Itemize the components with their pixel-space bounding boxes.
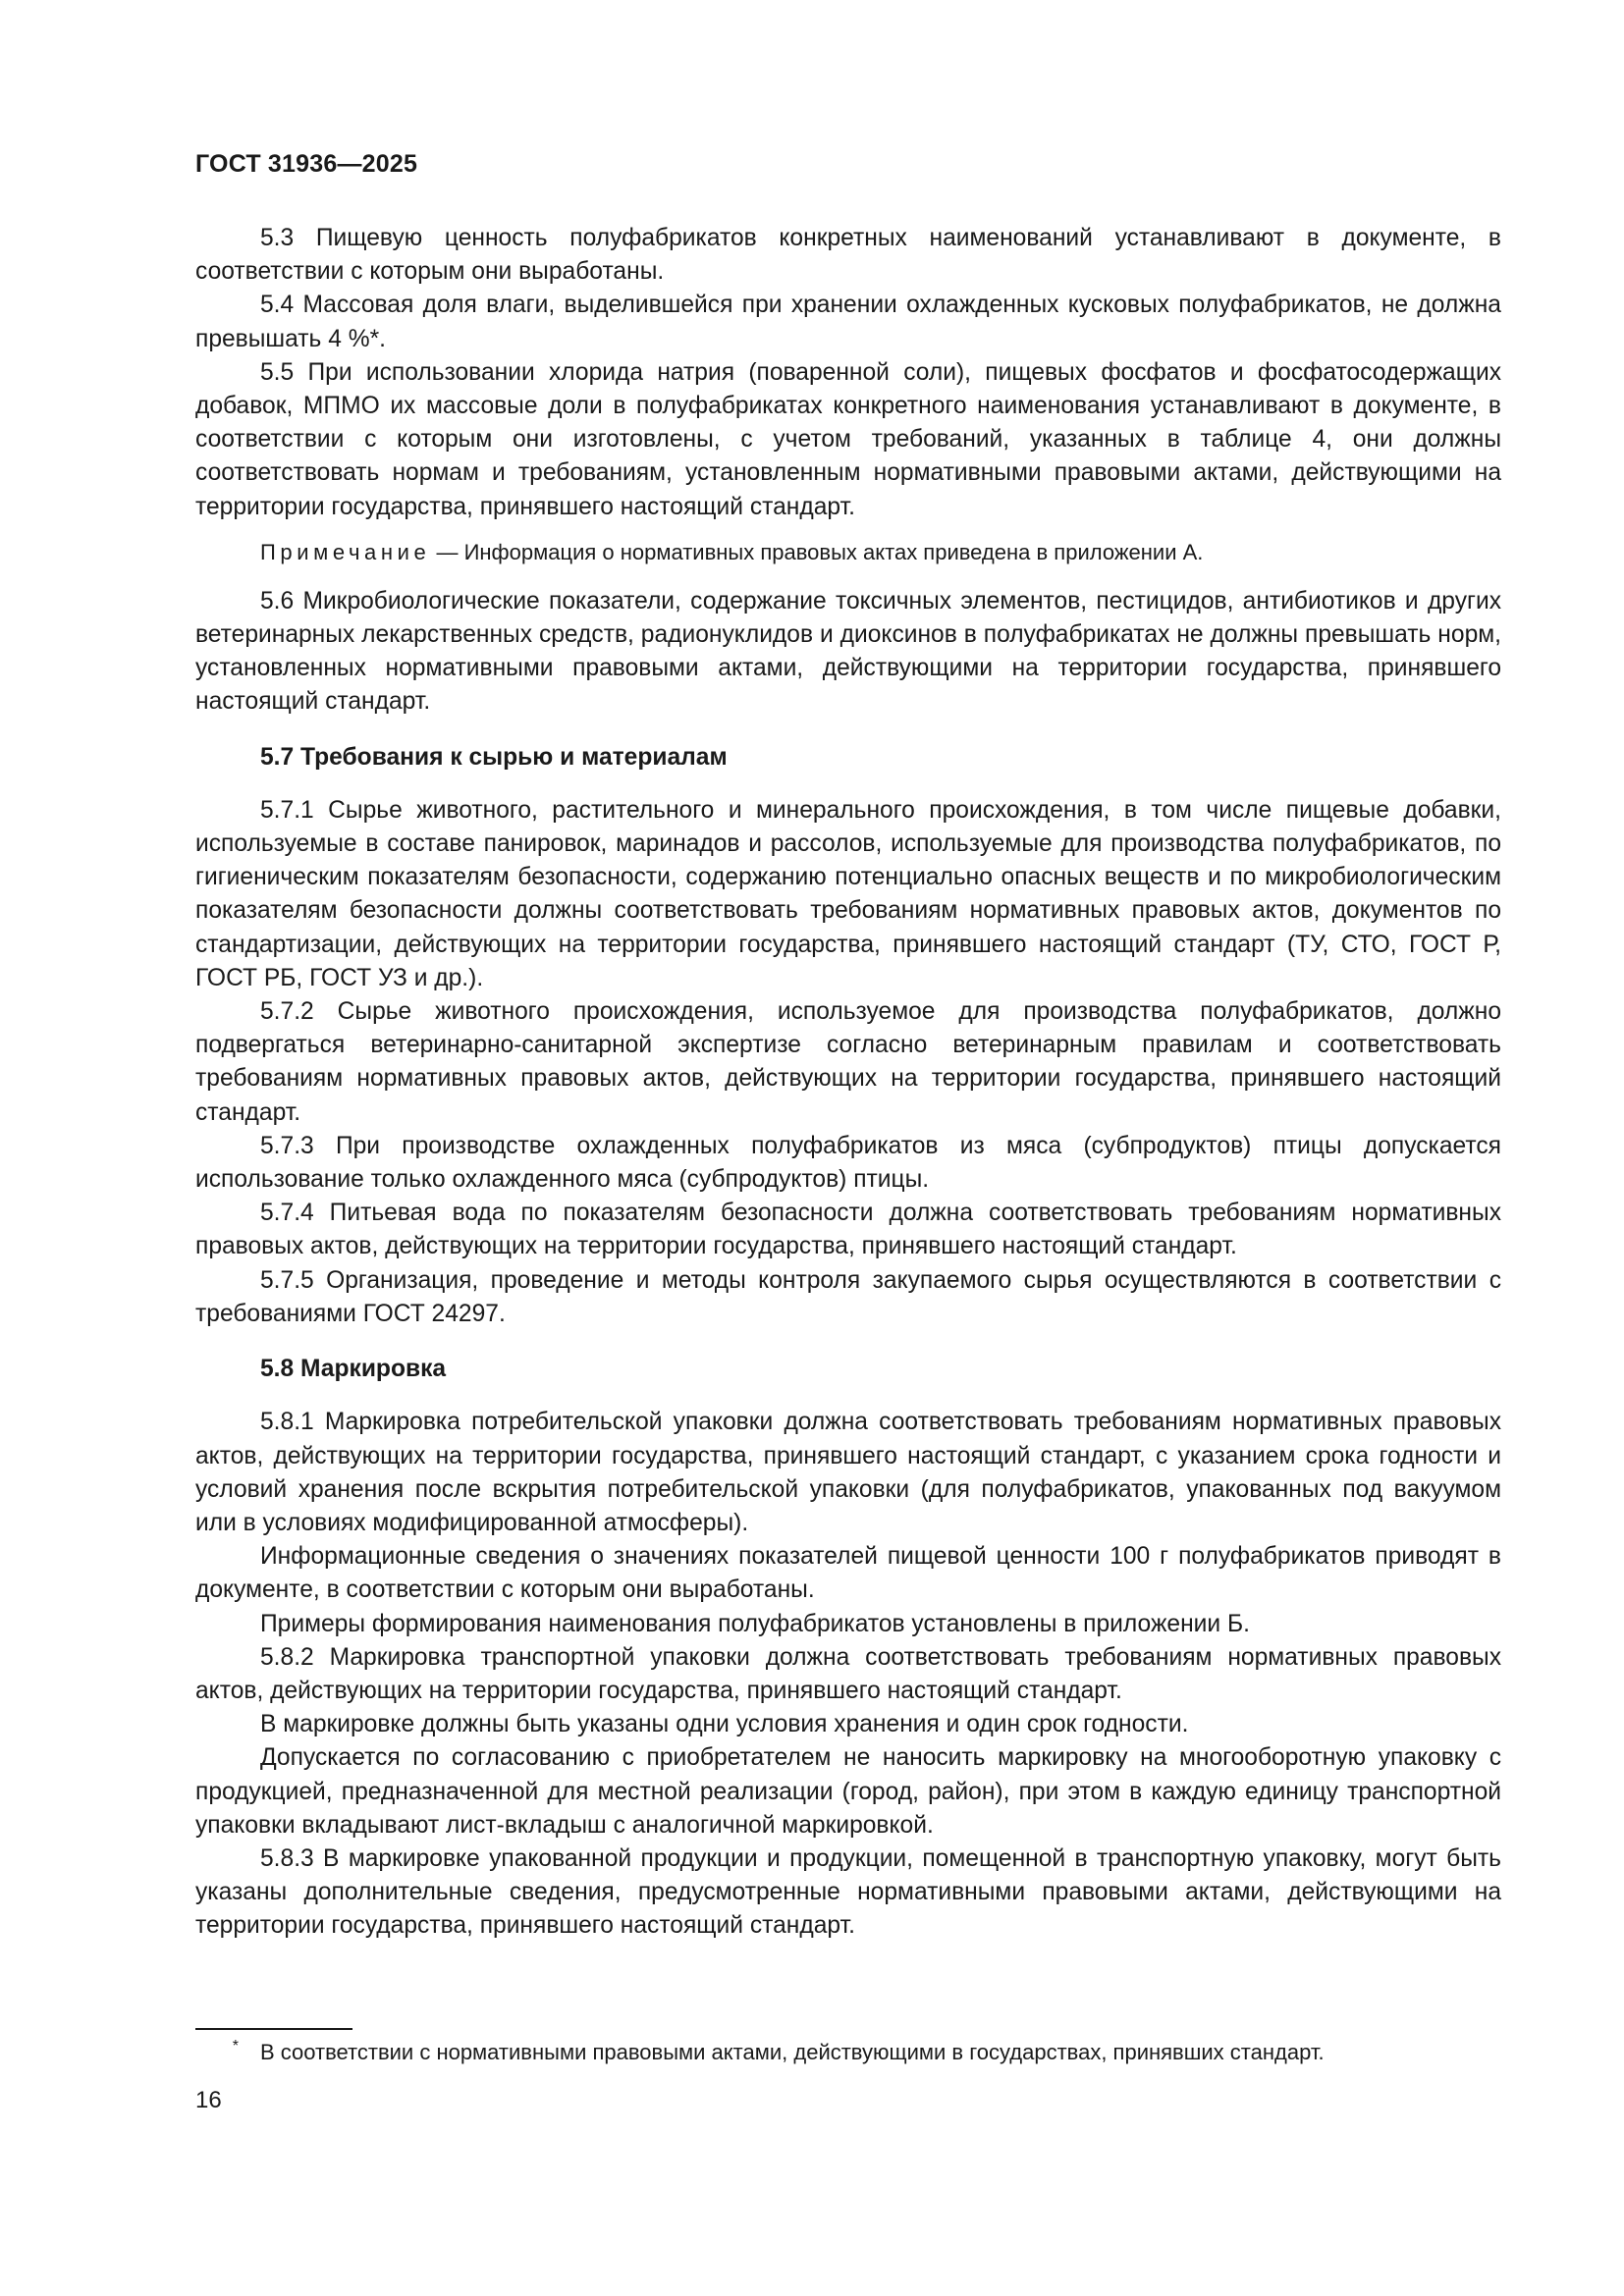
paragraph-5-8-2-storage: В маркировке должны быть указаны одни условия хранения и один срок годности. [260, 1711, 1189, 1738]
footnote [195, 2038, 1501, 2067]
footnote-text: В соответствии с нормативными правовыми актами, действующими в государствах, принявших стандарт. [260, 2040, 1325, 2064]
paragraph-5-8-1-info: Информационные сведения о значениях показателей пищевой ценности 100 г полуфабрикатов приводят в документе, в соответствии с которым они выработаны. [195, 1543, 1501, 1604]
paragraph-5-7-2: 5.7.2 Сырье животного происхождения, используемое для производства полуфабрикатов, должно подвергаться ветеринарно-санитарной экспертизе согласно ветеринарным правилам и соответствовать требованиям нормативных правовых актов, действующих на территории государства, принявшего настоящий стандарт. [195, 998, 1501, 1126]
note-label: Примечание [260, 539, 431, 564]
paragraph-5-7-3: 5.7.3 При производстве охлажденных полуфабрикатов из мяса (субпродуктов) птицы допускается использование только охлажденного мяса (субпродуктов) птицы. [195, 1132, 1501, 1194]
paragraph-5-5: 5.5 При использовании хлорида натрия (поваренной соли), пищевых фосфатов и фосфатосодержащих добавок, МПМО их массовые доли в полуфабрикатах конкретного наименования устанавливают в документе, в соответствии с которым они изготовлены, с учетом требований, указанных в таблице 4, они должны соответствовать нормам и требованиям, установленным нормативными правовыми актами, действующими на территории государства, принявшего настоящий стандарт. [195, 358, 1501, 520]
paragraph-5-8-1: 5.8.1 Маркировка потребительской упаковки должна соответствовать требованиям нормативных правовых актов, действующих на территории государства, принявшего настоящий стандарт, с указанием срока годности и условий хранения после вскрытия потребительской упаковки (для полуфабрикатов, упакованных под вакуумом или в условиях модифицированной атмосферы). [195, 1409, 1501, 1536]
paragraph-5-7-1: 5.7.1 Сырье животного, растительного и минерального происхождения, в том числе пищевые добавки, используемые в составе панировок, маринадов и рассолов, используемые для производства полуфабрикатов, по гигиеническим показателям безопасности, содержанию потенциально опасных веществ и по микробиологическим показателям безопасности должны соответствовать требованиям нормативных правовых актов, документов по стандартизации, действующих на территории государства, принявшего настоящий стандарт (ТУ, СТО, ГОСТ Р, ГОСТ РБ, ГОСТ УЗ и др.). [195, 796, 1501, 991]
document-header: ГОСТ 31936—2025 [195, 150, 418, 178]
footnote-marker: * [232, 2038, 239, 2055]
paragraph-5-8-3: 5.8.3 В маркировке упакованной продукции и продукции, помещенной в транспортную упаковку, могут быть указаны дополнительные сведения, предусмотренные нормативными правовыми актами, действующими на территории государства, принявшего настоящий стандарт. [195, 1844, 1501, 1940]
paragraph-5-4: 5.4 Массовая доля влаги, выделившейся при хранении охлажденных кусковых полуфабрикатов, не должна превышать 4 %*. [195, 292, 1501, 352]
page-number: 16 [195, 2087, 222, 2113]
section-heading-5-8: 5.8 Маркировка [260, 1356, 447, 1383]
paragraph-5-7-5: 5.7.5 Организация, проведение и методы контроля закупаемого сырья осуществляются в соответствии с требованиями ГОСТ 24297. [195, 1266, 1501, 1327]
document-body [195, 222, 1501, 1944]
paragraph-5-3: 5.3 Пищевую ценность полуфабрикатов конкретных наименований устанавливают в документе, в соответствии с которым они выработаны. [195, 225, 1501, 286]
section-heading-5-7: 5.7 Требования к сырью и материалам [260, 743, 728, 771]
paragraph-5-8-2-permission: Допускается по согласованию с приобретателем не наносить маркировку на многооборотную упаковку с продукцией, предназначенной для местной реализации (город, район), при этом в каждую единицу транспортной упаковки вкладывают лист-вкладыш с аналогичной маркировкой. [195, 1744, 1501, 1839]
note [195, 536, 1501, 569]
paragraph-5-7-4: 5.7.4 Питьевая вода по показателям безопасности должна соответствовать требованиям нормативных правовых актов, действующих на территории государства, принявшего настоящий стандарт. [195, 1200, 1501, 1260]
paragraph-5-6: 5.6 Микробиологические показатели, содержание токсичных элементов, пестицидов, антибиотиков и других ветеринарных лекарственных средств, радионуклидов и диоксинов в полуфабрикатах не должны превышать норм, установленных нормативными правовыми актами, действующими на территории государства, принявшего настоящий стандарт. [195, 587, 1501, 716]
paragraph-5-8-1-examples: Примеры формирования наименования полуфабрикатов установлены в приложении Б. [260, 1610, 1250, 1637]
footnote-separator [195, 2028, 352, 2030]
paragraph-5-8-2: 5.8.2 Маркировка транспортной упаковки должна соответствовать требованиям нормативных правовых актов, действующих на территории государства, принявшего настоящий стандарт. [195, 1643, 1501, 1704]
note-text: — Информация о нормативных правовых актах приведена в приложении А. [430, 539, 1204, 564]
